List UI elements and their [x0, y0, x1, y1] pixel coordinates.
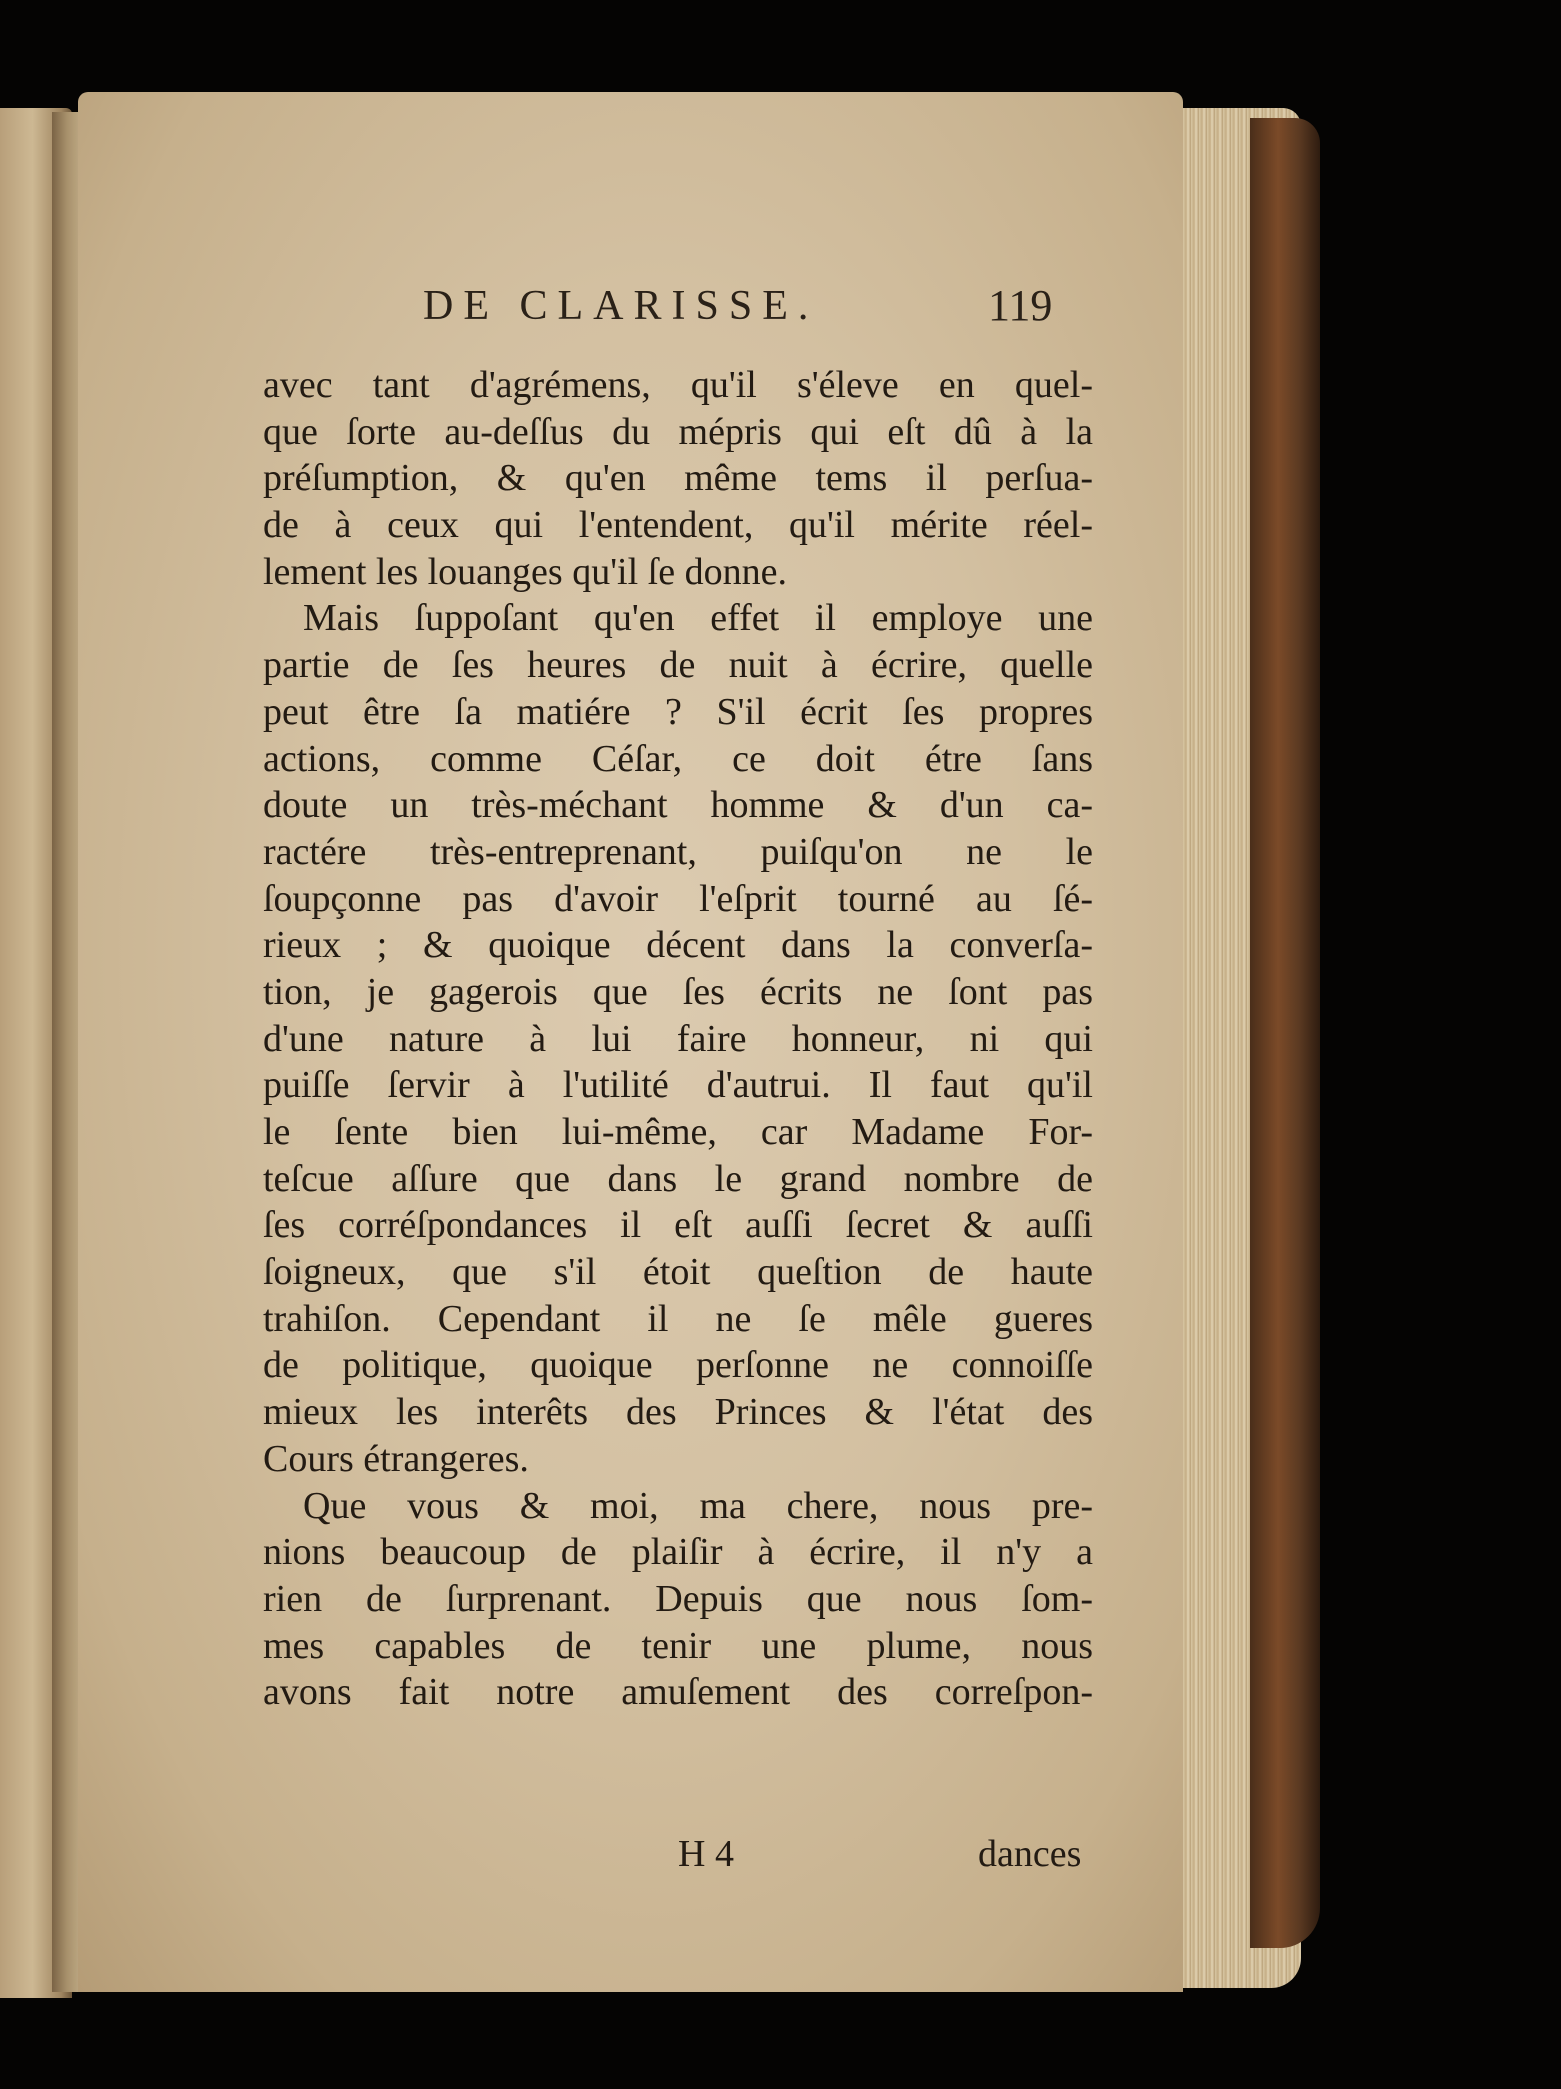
text-line: puiſſe ſervir à l'utilité d'autrui. Il faut qu'il	[263, 1064, 1093, 1107]
text-line: Mais ſuppoſant qu'en effet il employe une	[303, 597, 1093, 640]
text-line: mieux les interêts des Princes & l'état des	[263, 1391, 1093, 1434]
text-line: d'une nature à lui faire honneur, ni qui	[263, 1017, 1093, 1060]
text-line: rien de ſurprenant. Depuis que nous ſom-	[263, 1577, 1093, 1620]
text-line: ſes corréſpondances il eſt auſſi ſecret & auſſi	[263, 1204, 1093, 1247]
text-line: nions beaucoup de plaiſir à écrire, il n'y a	[263, 1531, 1093, 1574]
text-line: rieux ; & quoique décent dans la converſa-	[263, 924, 1093, 967]
text-line: actions, comme Céſar, ce doit étre ſans	[263, 737, 1093, 780]
signature-mark: H 4	[678, 1833, 734, 1875]
text-line: de à ceux qui l'entendent, qu'il mérite réel-	[263, 504, 1093, 547]
text-line: ſoupçonne pas d'avoir l'eſprit tourné au ſé-	[263, 877, 1093, 920]
text-line: trahiſon. Cependant il ne ſe mêle gueres	[263, 1297, 1093, 1340]
text-line: ſoigneux, que s'il étoit queſtion de haute	[263, 1251, 1093, 1294]
catchword: dances	[978, 1833, 1082, 1875]
text-line: lement les louanges qu'il ſe donne.	[263, 550, 787, 593]
text-line: doute un très-méchant homme & d'un ca-	[263, 784, 1093, 827]
text-line: Cours étrangeres.	[263, 1437, 529, 1480]
text-line: avec tant d'agrémens, qu'il s'éleve en quel-	[263, 364, 1093, 406]
text-line: teſcue aſſure que dans le grand nombre de	[263, 1157, 1093, 1200]
text-line: mes capables de tenir une plume, nous	[263, 1624, 1093, 1667]
body-text	[263, 362, 1093, 1716]
text-line: que ſorte au-deſſus du mépris qui eſt dû à la	[263, 410, 1093, 453]
text-line: Que vous & moi, ma chere, nous pre-	[303, 1484, 1093, 1527]
text-line: préſumption, & qu'en même tems il perſua-	[263, 457, 1093, 500]
text-line: peut être ſa matiére ? S'il écrit ſes propres	[263, 690, 1093, 733]
running-head: DE CLARISSE.	[423, 283, 819, 329]
text-line: avons fait notre amuſement des correſpon-	[263, 1671, 1093, 1714]
book-cover	[1250, 118, 1320, 1948]
text-line: tion, je gagerois que ſes écrits ne ſont pas	[263, 970, 1093, 1013]
text-line: le ſente bien lui-même, car Madame For-	[263, 1111, 1093, 1153]
page-number: 119	[988, 281, 1053, 330]
text-line: de politique, quoique perſonne ne connoiſſe	[263, 1344, 1093, 1387]
text-line: partie de ſes heures de nuit à écrire, quelle	[263, 644, 1093, 687]
book-page	[78, 92, 1183, 1992]
text-line: ractére très-entreprenant, puiſqu'on ne le	[263, 830, 1093, 873]
